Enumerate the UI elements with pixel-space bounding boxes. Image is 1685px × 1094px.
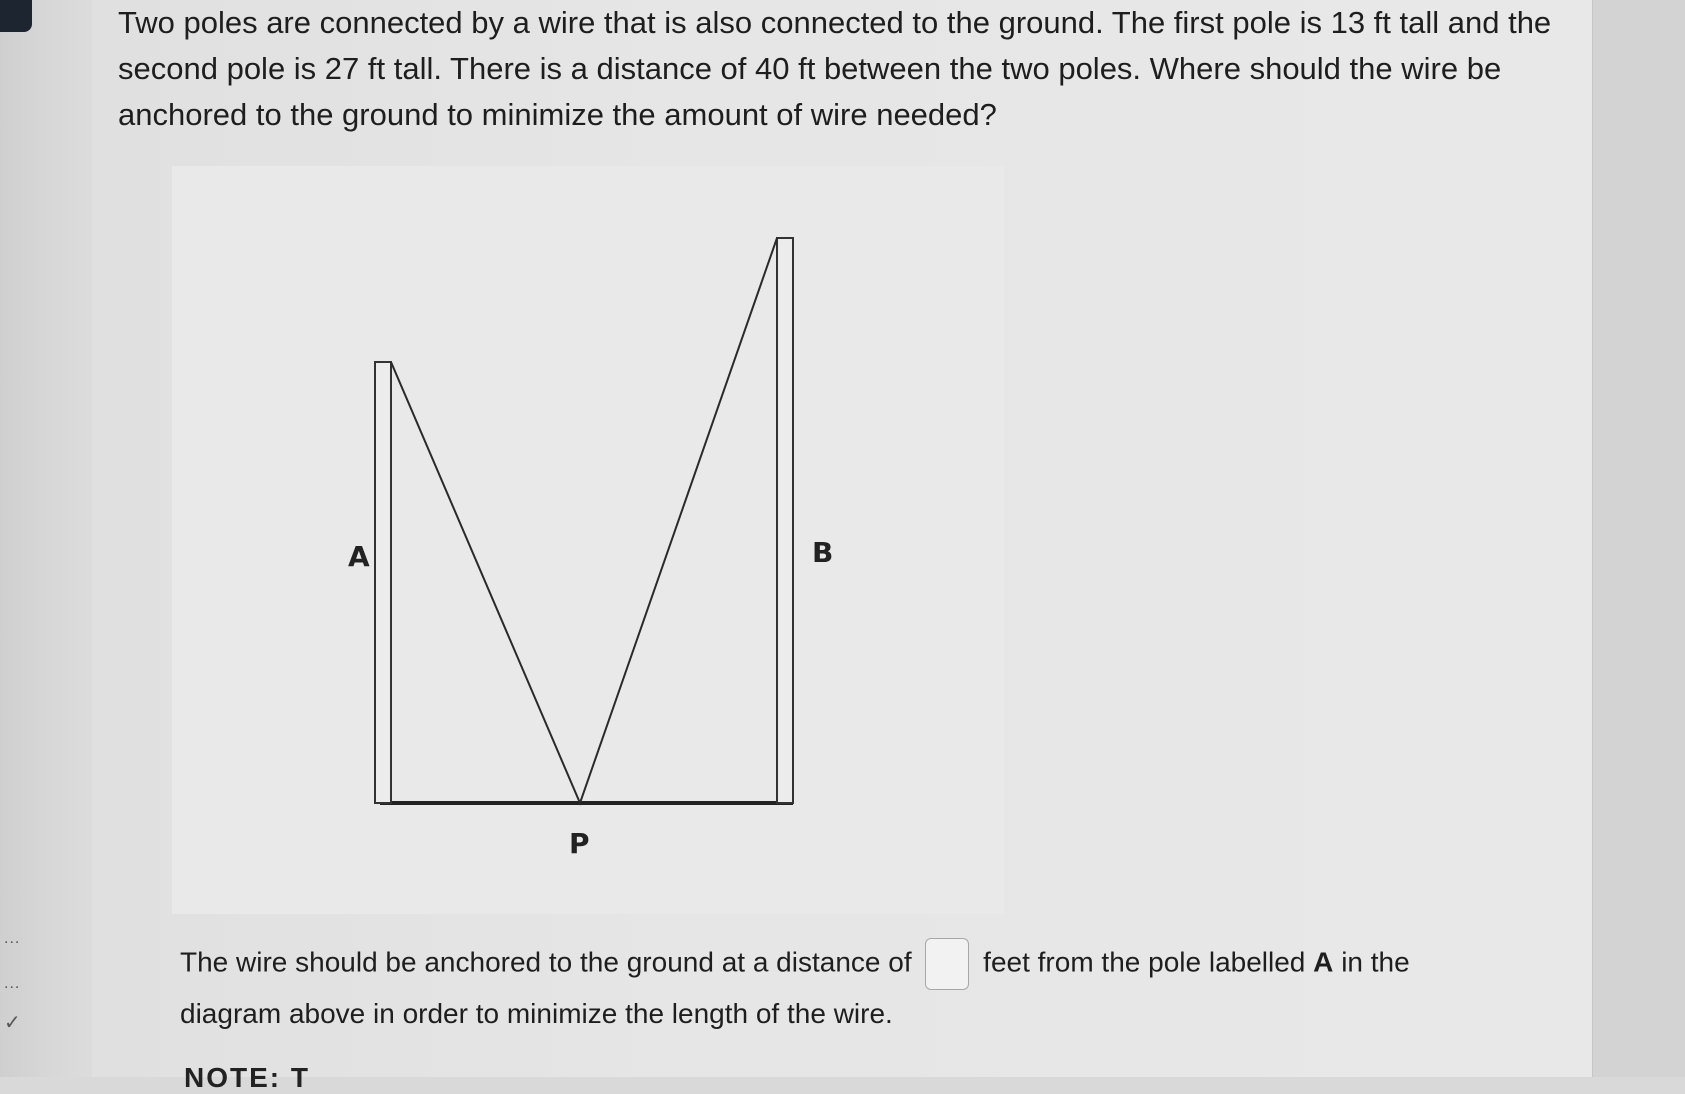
- right-edge: [1592, 0, 1685, 1077]
- pole-b: [777, 238, 793, 803]
- note-text: NOTE: T: [184, 1062, 310, 1093]
- answer-suffix: in the diagram above in order to minimize the length of the wire.: [180, 946, 1410, 1029]
- answer-input-box[interactable]: [925, 938, 969, 990]
- gutter-dots-2: ...: [4, 975, 21, 992]
- gutter-tab[interactable]: [0, 0, 32, 32]
- checkmark-icon: ✓: [4, 1012, 22, 1034]
- answer-middle: feet from the pole labelled: [983, 946, 1306, 978]
- pole-b-label: B: [812, 536, 834, 569]
- wire: [391, 238, 777, 803]
- pole-a-label: A: [348, 540, 370, 573]
- pole-a: [375, 362, 391, 803]
- left-gutter: [0, 0, 93, 1077]
- answer-pole-label: A: [1313, 946, 1334, 978]
- question-panel: [92, 0, 1592, 1093]
- poles-diagram-svg: [172, 166, 1004, 914]
- answer-prefix: The wire should be anchored to the ground at a distance of: [180, 946, 912, 978]
- gutter-dots-1: ...: [4, 930, 21, 947]
- answer-sentence: [180, 938, 1500, 1038]
- anchor-point-label: P: [569, 827, 590, 860]
- question-text: Two poles are connected by a wire that is also connected to the ground. The first pole is 13 ft tall and the second pole is 27 ft tall. There is a distance of 40 ft between the two poles. Where should the wire be anchored to the ground to minimize the amount of wire needed?: [118, 5, 1552, 132]
- poles-diagram: [172, 166, 1004, 914]
